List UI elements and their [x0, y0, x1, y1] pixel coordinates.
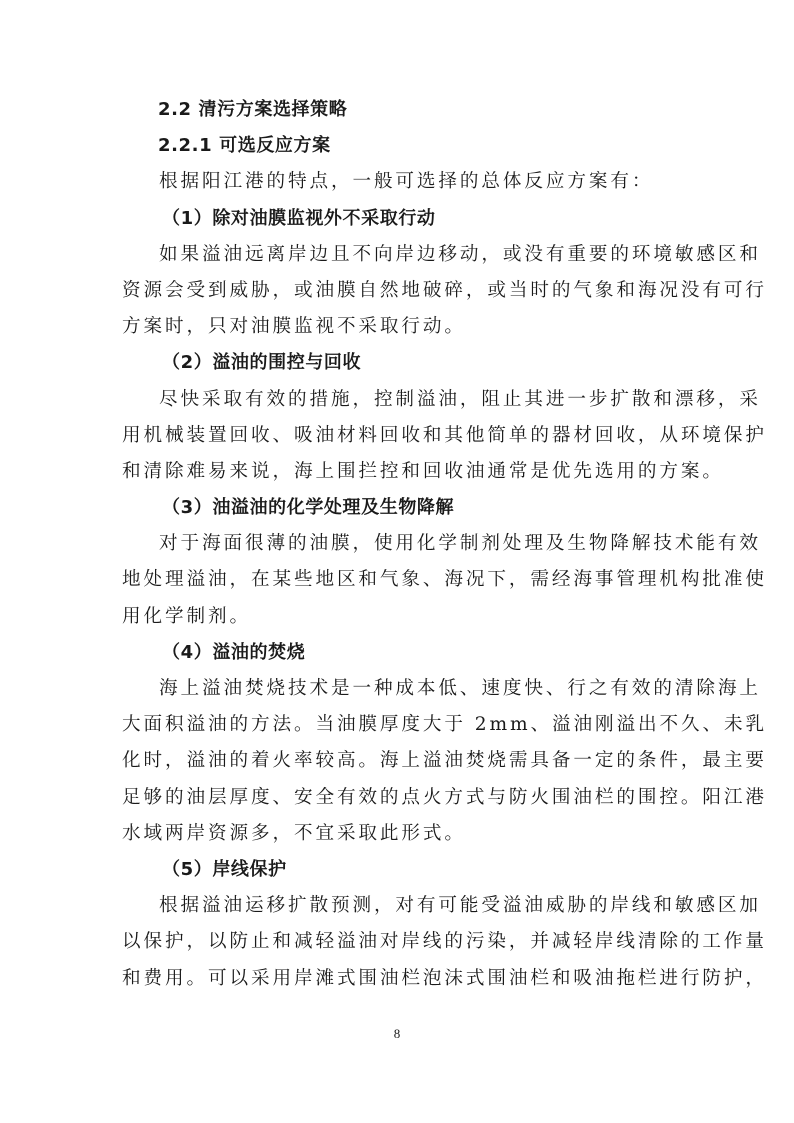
option-4-line-4: 足够的油层厚度、安全有效的点火方式与防火围油栏的围控。阳江港 — [122, 786, 767, 808]
option-2-line-1: 尽快采取有效的措施，控制溢油，阻止其进一步扩散和漂移，采 — [159, 388, 761, 410]
document-page — [122, 92, 767, 997]
option-4-line-3: 化时，溢油的着火率较高。海上溢油焚烧需具备一定的条件，最主要 — [122, 750, 767, 772]
option-5-line-1: 根据溢油运移扩散预测，对有可能受溢油威胁的岸线和敏感区加 — [159, 895, 761, 917]
option-2-line-3: 和清除难易来说，海上围拦控和回收油通常是优先选用的方案。 — [122, 460, 724, 482]
section-heading: 2.2 清污方案选择策略 — [158, 99, 348, 120]
option-2-title: （2）溢油的围控与回收 — [162, 352, 362, 374]
option-1-line-2: 资源会受到威胁，或油膜自然地破碎，或当时的气象和海况没有可行 — [122, 279, 767, 301]
option-3-line-3: 用化学制剂。 — [122, 605, 251, 627]
option-5-line-3: 和费用。可以采用岸滩式围油栏泡沫式围油栏和吸油拖栏进行防护， — [122, 967, 767, 989]
option-4-title: （4）溢油的焚烧 — [162, 641, 306, 663]
option-3-title: （3）油溢油的化学处理及生物降解 — [162, 497, 455, 519]
option-5-line-2: 以保护，以防止和减轻溢油对岸线的污染，并减轻岸线清除的工作量 — [122, 931, 767, 953]
option-4-line-2: 大面积溢油的方法。当油膜厚度大于 2mm、溢油刚溢出不久、未乳 — [122, 714, 767, 736]
option-4-line-1: 海上溢油焚烧技术是一种成本低、速度快、行之有效的清除海上 — [159, 678, 761, 699]
option-1-title: （1）除对油膜监视外不采取行动 — [162, 207, 436, 229]
option-1-line-3: 方案时，只对油膜监视不采取行动。 — [122, 316, 466, 338]
intro-paragraph: 根据阳江港的特点，一般可选择的总体反应方案有： — [159, 171, 654, 193]
option-4-line-5: 水域两岸资源多，不宜采取此形式。 — [122, 822, 466, 844]
option-1-line-1: 如果溢油远离岸边且不向岸边移动，或没有重要的环境敏感区和 — [159, 243, 761, 265]
option-2-line-2: 用机械装置回收、吸油材料回收和其他简单的器材回收，从环境保护 — [122, 424, 767, 446]
page-number: 8 — [393, 1026, 401, 1041]
subsection-heading: 2.2.1 可选反应方案 — [158, 135, 331, 157]
option-3-line-2: 地处理溢油，在某些地区和气象、海况下，需经海事管理机构批准使 — [122, 569, 767, 591]
option-3-line-1: 对于海面很薄的油膜，使用化学制剂处理及生物降解技术能有效 — [159, 533, 761, 555]
option-5-title: （5）岸线保护 — [162, 858, 287, 880]
